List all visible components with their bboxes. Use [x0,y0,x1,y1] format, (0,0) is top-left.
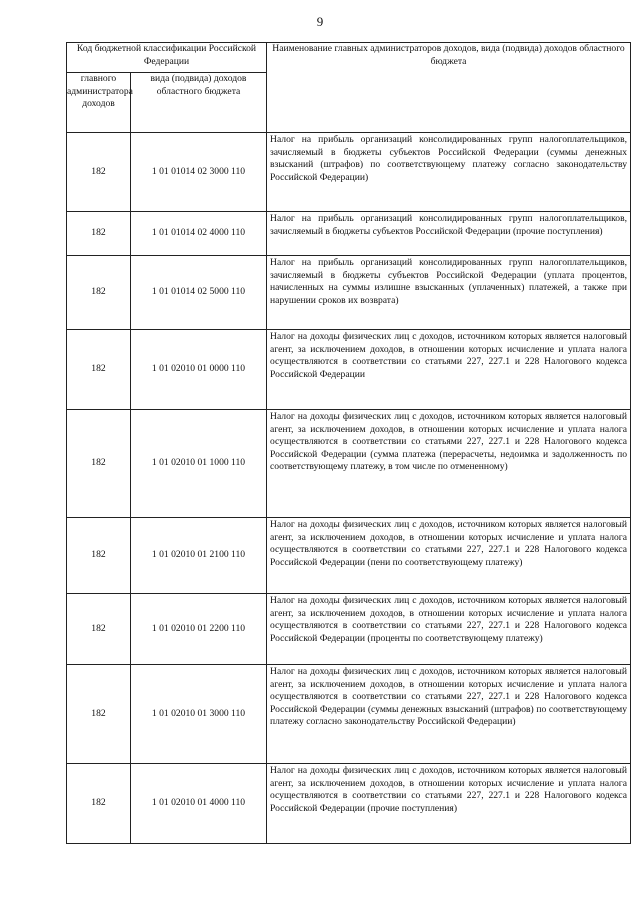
revenue-code-cell: 1 01 02010 01 4000 110 [131,764,267,844]
header-admin-column: главного администратора доходов [67,73,131,133]
revenue-code-cell: 1 01 01014 02 3000 110 [131,133,267,212]
revenue-code-cell: 1 01 02010 01 2100 110 [131,518,267,594]
revenue-code-cell: 1 01 01014 02 4000 110 [131,212,267,256]
header-group-title: Код бюджетной классификации Российской Федерации [67,43,267,73]
admin-code-cell: 182 [67,594,131,665]
admin-code-cell: 182 [67,410,131,518]
revenue-name-cell: Налог на доходы физических лиц с доходов, источником которых является налоговый агент, за исключением доходов, в отношении которых исчисление и уплата налога осуществляются в соответствии со статьями 227, 227.1 и 228 Налогового кодекса Российской Федерации (прочие поступления) [267,764,631,844]
revenue-code-cell: 1 01 02010 01 2200 110 [131,594,267,665]
revenue-code-cell: 1 01 02010 01 3000 110 [131,665,267,764]
admin-code-cell: 182 [67,764,131,844]
admin-code-cell: 182 [67,330,131,410]
table-row [67,518,631,594]
table-row [67,212,631,256]
table-row [67,594,631,665]
admin-code-cell: 182 [67,133,131,212]
table-row [67,764,631,844]
admin-code-cell: 182 [67,256,131,330]
budget-classification-table [66,42,631,844]
table-row [67,330,631,410]
table-row [67,665,631,764]
revenue-name-cell: Налог на доходы физических лиц с доходов, источником которых является налоговый агент, за исключением доходов, в отношении которых исчисление и уплата налога осуществляются в соответствии со статьями 227, 227.1 и 228 Налогового кодекса Российской Федерации (пени по соответствующему платежу) [267,518,631,594]
revenue-code-cell: 1 01 01014 02 5000 110 [131,256,267,330]
header-name-column: Наименование главных администраторов доходов, вида (подвида) доходов областного бюджета [267,43,631,133]
table-row [67,133,631,212]
revenue-name-cell: Налог на прибыль организаций консолидированных групп налогоплательщиков, зачисляемый в бюджеты субъектов Российской Федерации (прочие поступления) [267,212,631,256]
revenue-name-cell: Налог на доходы физических лиц с доходов, источником которых является налоговый агент, за исключением доходов, в отношении которых исчисление и уплата налога осуществляются в соответствии со статьями 227, 227.1 и 228 Налогового кодекса Российской Федерации (суммы денежных взысканий (штрафов) по соответствующему платежу согласно законодательству Российской Федерации) [267,665,631,764]
page-number: 9 [316,14,324,29]
table-row [67,256,631,330]
admin-code-cell: 182 [67,665,131,764]
table-body [67,133,631,844]
admin-code-cell: 182 [67,212,131,256]
revenue-name-cell: Налог на доходы физических лиц с доходов, источником которых является налоговый агент, за исключением доходов, в отношении которых исчисление и уплата налога осуществляются в соответствии со статьями 227, 227.1 и 228 Налогового кодекса Российской Федерации (сумма платежа (перерасчеты, недоимка и задолженность по соответствующему платежу, в том числе по отмененному) [267,410,631,518]
table-row [67,410,631,518]
admin-code-cell: 182 [67,518,131,594]
revenue-code-cell: 1 01 02010 01 0000 110 [131,330,267,410]
revenue-name-cell: Налог на прибыль организаций консолидированных групп налогоплательщиков, зачисляемый в бюджеты субъектов Российской Федерации (уплата процентов, начисленных на суммы излишне взысканных (уплаченных) платежей, а также при нарушении сроков их возврата) [267,256,631,330]
revenue-name-cell: Налог на прибыль организаций консолидированных групп налогоплательщиков, зачисляемый в бюджеты субъектов Российской Федерации (суммы денежных взысканий (штрафов) по соответствующему платежу согласно законодательству Российской Федерации) [267,133,631,212]
revenue-code-cell: 1 01 02010 01 1000 110 [131,410,267,518]
revenue-name-cell: Налог на доходы физических лиц с доходов, источником которых является налоговый агент, за исключением доходов, в отношении которых исчисление и уплата налога осуществляются в соответствии со статьями 227, 227.1 и 228 Налогового кодекса Российской Федерации (проценты по соответствующему платежу) [267,594,631,665]
header-code-column: вида (подвида) доходов областного бюджета [131,73,267,133]
revenue-name-cell: Налог на доходы физических лиц с доходов, источником которых является налоговый агент, за исключением доходов, в отношении которых исчисление и уплата налога осуществляются в соответствии со статьями 227, 227.1 и 228 Налогового кодекса Российской Федерации [267,330,631,410]
header-row-group [67,43,631,73]
